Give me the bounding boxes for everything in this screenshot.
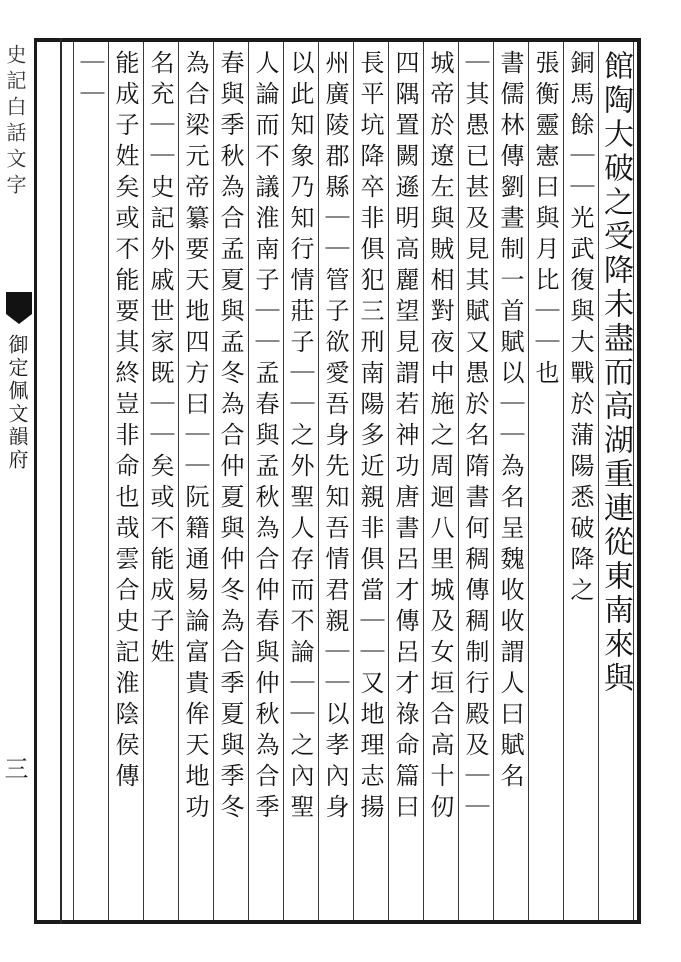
frame-left-border	[34, 38, 37, 924]
text-column-7: 四隅置闕遜明高麗望見謂若神功唐書呂才傳呂才祿命篇曰	[391, 50, 419, 825]
text-column-9: 州廣陵郡縣｜｜管子欲愛吾身先知吾情君親｜｜以孝內身	[321, 50, 349, 825]
fishtail-mark	[6, 292, 32, 314]
text-column-1: 館陶大破之受降未盡而高湖重連從東南來與	[598, 50, 633, 696]
text-column-4: 書儒林傳劉晝制一首賦以｜｜為名呈魏收收謂人曰賦名	[496, 50, 524, 794]
text-column-8: 長平坑降卒非俱犯三刑南陽多近親非俱當｜｜又地理志揚	[356, 50, 384, 825]
frame-bottom-border	[34, 920, 641, 924]
text-column-13: 為合梁元帝纂要天地四方曰｜｜阮籍通易論富貴侔天地功	[181, 50, 209, 825]
text-column-11: 人論而不議淮南子｜｜孟春與孟秋為合仲春與仲秋為合季	[251, 50, 279, 825]
text-column-3: 張衡靈憲曰與月比｜｜也	[531, 50, 559, 391]
text-column-14: 名充｜｜史記外戚世家既｜｜矣或不能成子姓	[146, 50, 174, 670]
text-column-5: ｜其愚已甚及見其賦又愚於名隋書何稠傳稠制行殿及｜｜	[461, 50, 489, 825]
frame-right-border	[637, 38, 641, 924]
text-column-15: 能成子姓矣或不能要其終豈非命也哉雲合史記淮陰侯傳	[111, 50, 139, 794]
book-title: 御定佩文韻府	[5, 334, 29, 472]
fishtail-notch	[6, 314, 32, 324]
text-column-2: 銅馬餘｜｜光武復與大戰於蒲陽悉破降之	[566, 50, 594, 608]
text-column-16: ｜｜	[76, 50, 104, 112]
page-number: 三	[0, 756, 28, 780]
frame-top-border	[34, 38, 641, 42]
text-column-6: 城帝於遼左與賊相對夜中施之周迴八里城及女垣合高十仞	[426, 50, 454, 825]
gutter-divider	[60, 38, 62, 924]
text-column-12: 春與季秋為合孟夏與孟冬為合仲夏與仲冬為合季夏與季冬	[216, 50, 244, 825]
text-column-10: 以此知象乃知行情莊子｜｜之外聖人存而不論｜｜之內聖	[286, 50, 314, 825]
margin-top-text: 史記白話文字	[3, 44, 27, 200]
